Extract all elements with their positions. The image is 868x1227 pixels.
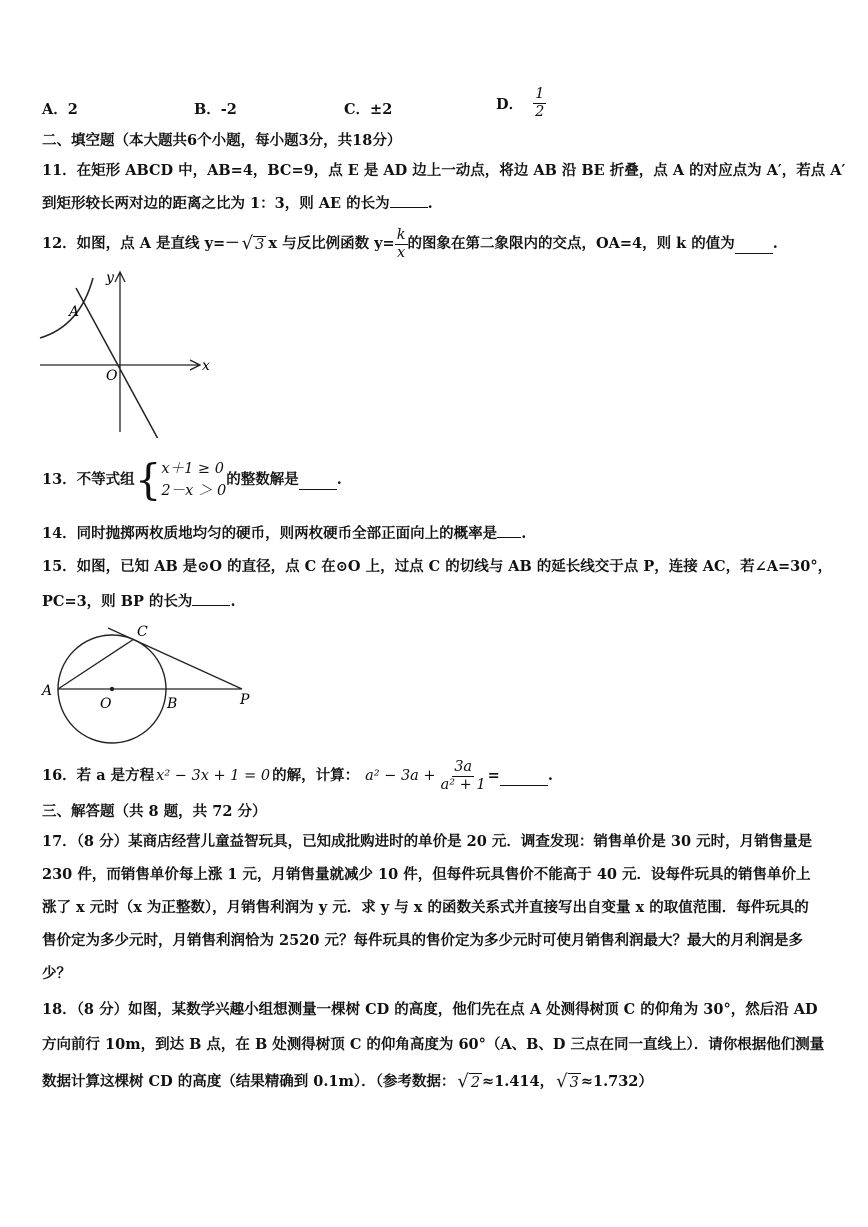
q12-end: . (772, 235, 778, 252)
label-p: P (240, 692, 250, 708)
q17-line3: 涨了 x 元时（x 为正整数），月销售利润为 y 元．求 y 与 x 的函数关系式并直接写出自变量 x 的取值范围．每件玩具的 (42, 899, 809, 916)
label-a: A (42, 683, 53, 699)
q16-prefix: 16．若 a 是方程 (42, 767, 155, 784)
label-o: O (106, 368, 118, 384)
option-c (344, 98, 392, 119)
label-b: B (167, 696, 178, 712)
q16-equation: x² − 3x + 1 = 0 (156, 768, 271, 784)
q18-line2: 方向前行 10m，到达 B 点，在 B 处测得树顶 C 的仰角高度为 60°（A、B、D 三点在同一直线上）．请你根据他们测量 (42, 1036, 825, 1053)
q11-line1: 11．在矩形 ABCD 中，AB=4，BC=9，点 E 是 AD 边上一动点，将边 AB 沿 BE 折叠，点 A 的对应点为 A′，若点 A′ (42, 162, 846, 179)
q12-text-part3: 的图象在第二象限内的交点，OA=4，则 k 的值为 (407, 235, 735, 252)
q18-sqrt2 (457, 1072, 482, 1092)
option-d-denominator: 2 (535, 104, 545, 120)
q18-sqrt3-sign: √ (556, 1071, 568, 1092)
option-a-label: A． (42, 101, 68, 118)
q13-line (42, 455, 342, 505)
q16-frac-num: 3a (454, 758, 473, 775)
label-y: y (106, 270, 114, 286)
label-c: C (137, 624, 148, 640)
tangent-cp (108, 628, 242, 689)
q12-figure (36, 270, 216, 438)
q12-text-part2: x 与反比例函数 y= (268, 235, 395, 252)
q16-frac-den: a² + 1 (440, 776, 486, 793)
option-d (496, 86, 546, 121)
option-a-value: 2 (67, 101, 78, 118)
option-d-numerator: 1 (535, 86, 545, 102)
option-a (42, 98, 78, 119)
q12-fraction (395, 227, 408, 262)
q13-suffix: 的整数解是 (226, 471, 299, 488)
q11-line2 (42, 193, 433, 214)
label-o: O (100, 696, 112, 712)
q16-equals: = (487, 767, 500, 784)
q13-answer-blank (299, 475, 337, 490)
q17-line1: 17．（8 分）某商店经营儿童益智玩具，已知成批购进时的单价是 20 元．调查发现：销售单价是 30 元时，月销售量是 (42, 833, 813, 850)
q11-answer-blank (390, 193, 428, 208)
q16-end: . (547, 767, 553, 784)
q14-answer-blank (497, 523, 521, 538)
q14-end: . (521, 525, 527, 542)
q15-line1: 15．如图，已知 AB 是⊙O 的直径，点 C 在⊙O 上，过点 C 的切线与 AB 的延长线交于点 P，连接 AC，若∠A=30°， (42, 558, 833, 575)
q12-sqrt (242, 235, 267, 253)
q18-sqrt2-sign: √ (457, 1071, 469, 1092)
q16-middle: 的解，计算： (272, 767, 360, 784)
q16-fraction (439, 759, 488, 794)
q12-answer-blank (735, 239, 773, 254)
option-c-label: C． (344, 101, 371, 118)
q17-line4: 售价定为多少元时，月销售利润恰为 2520 元？每件玩具的售价定为多少元时可使月销售利润最大？最大的月利润是多 (42, 932, 803, 949)
q12-line (42, 224, 778, 264)
q15-line2-text: PC=3，则 BP 的长为 (42, 593, 193, 610)
section2-title: 二、填空题（本大题共6个小题，每小题3分，共18分） (42, 132, 402, 149)
q18-approx1: ≈1.414， (482, 1073, 555, 1090)
chord-ac (58, 639, 134, 689)
option-d-label: D． (496, 96, 524, 113)
q14-line (42, 523, 526, 544)
q12-text-part1: 12．如图，点 A 是直线 y=－ (42, 235, 240, 252)
hyperbola-curve (40, 278, 93, 338)
option-b (194, 98, 237, 119)
q18-sqrt2-arg: 2 (470, 1075, 481, 1091)
option-c-value: ±2 (370, 101, 393, 118)
q18-line3-text: 数据计算这棵树 CD 的高度（结果精确到 0.1m）．（参考数据： (42, 1073, 456, 1090)
q18-line1: 18．（8 分）如图，某数学兴趣小组想测量一棵树 CD 的高度，他们先在点 A 处测得树顶 C 的仰角为 30°，然后沿 AD (42, 1001, 818, 1018)
section3-title: 三、解答题（共 8 题，共 72 分） (42, 803, 267, 820)
option-b-value: -2 (220, 101, 237, 118)
q14-text: 14．同时抛掷两枚质地均匀的硬币，则两枚硬币全部正面向上的概率是 (42, 525, 498, 542)
q13-inequality-1: x＋1 ≥ 0 (161, 461, 224, 477)
option-d-fraction (533, 86, 546, 121)
q13-brace: { (134, 455, 162, 504)
q16-expression: a² − 3a + (365, 768, 436, 784)
q11-line2-text: 到矩形较长两对边的距离之比为 1：3，则 AE 的长为 (42, 195, 390, 212)
q13-inequality-2: 2－x ＞ 0 (161, 483, 227, 499)
q13-prefix: 13．不等式组 (42, 471, 135, 488)
q13-end: . (336, 471, 342, 488)
q11-end: . (427, 195, 433, 212)
option-b-label: B． (194, 101, 221, 118)
q18-sqrt3-arg: 3 (569, 1075, 579, 1091)
q12-sqrt-arg: 3 (255, 237, 265, 253)
q12-sqrt-sign: √ (241, 233, 254, 254)
q13-system (161, 458, 226, 502)
label-a: A (69, 304, 80, 320)
q15-answer-blank (192, 591, 230, 606)
q12-frac-den: x (397, 244, 406, 261)
q15-line2 (42, 591, 236, 612)
q18-approx2: ≈1.732） (580, 1073, 653, 1090)
q15-figure (36, 620, 266, 758)
label-x: x (202, 358, 210, 374)
q17-line2: 230 件，而销售单价每上涨 1 元，月销售量就减少 10 件，但每件玩具售价不能高于 40 元．设每件玩具的销售单价上 (42, 866, 811, 883)
q16-answer-blank (500, 771, 548, 786)
q12-frac-num: k (396, 226, 406, 243)
q18-line3 (42, 1072, 653, 1092)
q18-sqrt3 (556, 1072, 581, 1092)
q17-line5: 少？ (42, 965, 71, 982)
q15-end: . (230, 593, 236, 610)
q16-line (42, 756, 553, 796)
center-dot (110, 687, 114, 691)
